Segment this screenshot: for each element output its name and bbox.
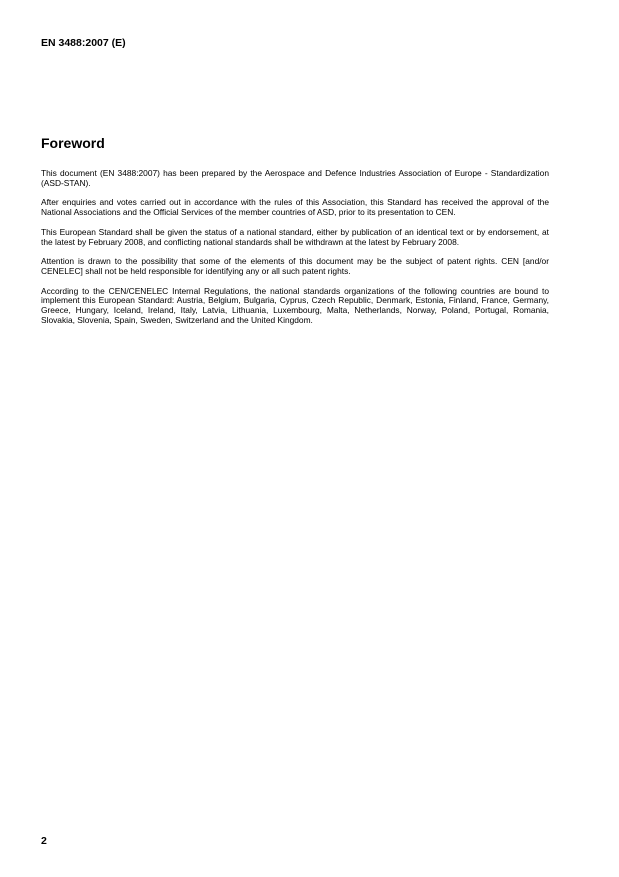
paragraph-status: This European Standard shall be given the status of a national standard, either by publication of an identical text or by endorsement, at the latest by February 2008, and conflicting national standards shall be withdrawn at the latest by February 2008. — [41, 226, 549, 247]
paragraph-approval: After enquiries and votes carried out in accordance with the rules of this Association, this Standard has received the approval of the National Associations and the Official Services of the member countries of ASD, prior to its presentation to CEN. — [41, 197, 549, 218]
document-header: EN 3488:2007 (E) — [41, 37, 126, 49]
paragraph-patent-rights: Attention is drawn to the possibility that some of the elements of this document may be the subject of patent rights. CEN [and/or CENELEC] shall not be held responsible for identifying any or all such patent rights. — [41, 256, 549, 276]
foreword-body — [41, 169, 549, 335]
page-number: 2 — [41, 835, 47, 847]
paragraph-preparation: This document (EN 3488:2007) has been prepared by the Aerospace and Defence Industries Association of Europe - Standardization (ASD-STAN). — [41, 168, 549, 188]
paragraph-countries: According to the CEN/CENELEC Internal Regulations, the national standards organizations of the following countries are bound to implement this European Standard: Austria, Belgium, Bulgaria, Cyprus, Czech Republic, Denmark, Estonia, Finland, France, Germany, Greece, Hungary, Iceland, Ireland, Italy, Latvia, Lithuania, Luxembourg, Malta, Netherlands, Norway, Poland, Portugal, Romania, Slovakia, Slovenia, Spain, Sweden, Switzerland and the United Kingdom. — [41, 285, 549, 325]
page-title: Foreword — [41, 135, 105, 151]
